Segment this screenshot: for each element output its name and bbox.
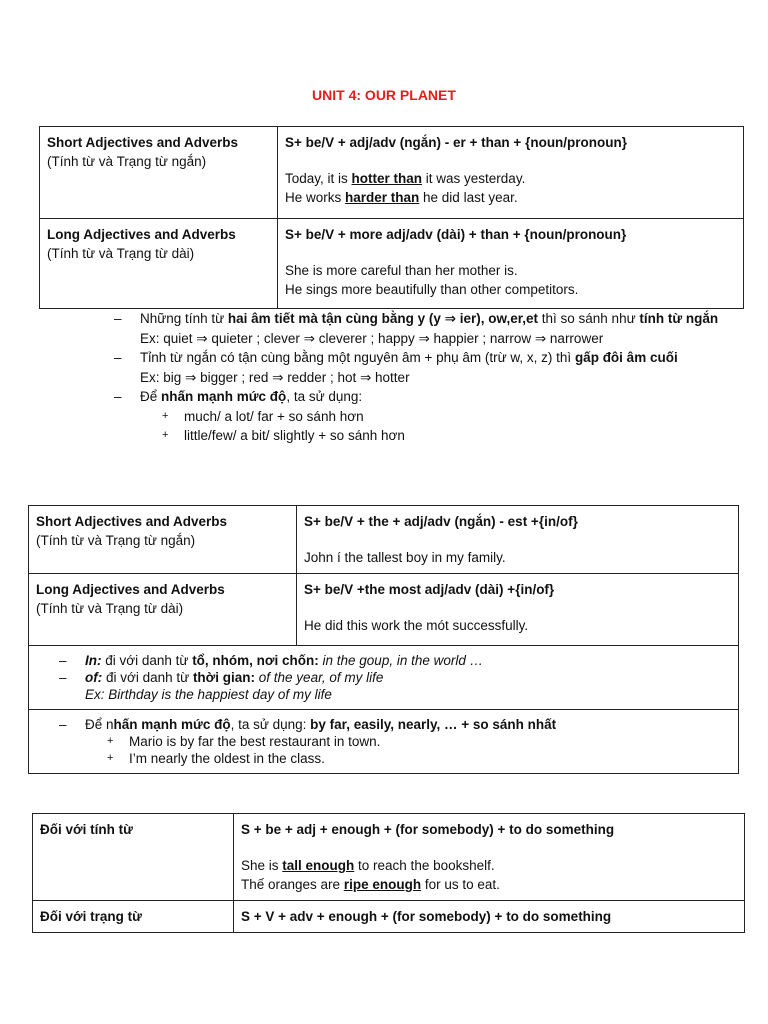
enough-adj-content-cell bbox=[234, 814, 745, 901]
superlative-long-sublabel: (Tính từ và Trạng từ dài) bbox=[36, 601, 184, 616]
superlative-short-formula: S+ be/V + the + adj/adv (ngắn) - est +{in/of} bbox=[304, 514, 578, 529]
superlative-long-row bbox=[29, 574, 739, 646]
enough-adj-row bbox=[33, 814, 745, 901]
enough-adv-label: Đối với trạng từ bbox=[40, 909, 142, 924]
note-of-example: Ex: Birthday is the happiest day of my life bbox=[85, 687, 332, 702]
note-two-syllable: – Những tính từ hai âm tiết mà tận cùng bằng y (y ⇒ ier), ow,er,et thì so sánh như tính từ ngắn Ex: quiet ⇒ quieter ; clever ⇒ cleverer ; happy ⇒ happier ; narrow ⇒ narrower bbox=[114, 309, 724, 348]
superlative-in-of-cell bbox=[29, 646, 739, 710]
enough-adv-content-cell bbox=[234, 901, 745, 933]
enough-adv-formula: S + V + adv + enough + (for somebody) + to do something bbox=[241, 909, 612, 924]
emphasis-item: + little/few/ a bit/ slightly + so sánh hơn bbox=[160, 426, 724, 445]
superlative-short-label-cell bbox=[29, 506, 297, 574]
superlative-emphasis-example: + I’m nearly the oldest in the class. bbox=[105, 750, 731, 767]
short-label: Short Adjectives and Adverbs bbox=[47, 135, 239, 150]
comparative-long-formula: S+ be/V + more adj/adv (dài) + than + {noun/pronoun} bbox=[285, 227, 627, 242]
note-of: – of: đi với danh từ thời gian: of the year, of my life Ex: Birthday is the happiest day of my life bbox=[59, 669, 731, 703]
superlative-long-content-cell bbox=[297, 574, 739, 646]
enough-adv-label-cell bbox=[33, 901, 234, 933]
long-label: Long Adjectives and Adverbs bbox=[47, 227, 236, 242]
comparative-short-row bbox=[40, 127, 744, 219]
superlative-long-label-cell bbox=[29, 574, 297, 646]
long-sublabel: (Tính từ và Trạng từ dài) bbox=[47, 246, 195, 261]
superlative-short-sublabel: (Tính từ và Trạng từ ngắn) bbox=[36, 533, 196, 548]
superlative-emphasis-cell bbox=[29, 710, 739, 774]
comparative-table bbox=[39, 126, 744, 309]
superlative-short-content-cell bbox=[297, 506, 739, 574]
superlative-short-example: John í the tallest boy in my family. bbox=[304, 550, 506, 565]
comparative-short-formula: S+ be/V + adj/adv (ngắn) - er + than + {noun/pronoun} bbox=[285, 135, 628, 150]
comparative-short-example-1: Today, it is hotter than it was yesterday. bbox=[285, 171, 526, 186]
superlative-emphasis-example: + Mario is by far the best restaurant in town. bbox=[105, 733, 731, 750]
superlative-emphasis-row bbox=[29, 710, 739, 774]
comparative-short-example-2: He works harder than he did last year. bbox=[285, 190, 518, 205]
comparative-long-example-1: She is more careful than her mother is. bbox=[285, 263, 518, 278]
enough-table bbox=[32, 813, 745, 933]
enough-adj-example-1: She is tall enough to reach the bookshelf. bbox=[241, 858, 495, 873]
superlative-in-of-row bbox=[29, 646, 739, 710]
superlative-long-label: Long Adjectives and Adverbs bbox=[36, 582, 225, 597]
emphasis-item: + much/ a lot/ far + so sánh hơn bbox=[160, 407, 724, 426]
comparative-short-content-cell bbox=[278, 127, 744, 219]
note-double-consonant-example: Ex: big ⇒ bigger ; red ⇒ redder ; hot ⇒ hotter bbox=[140, 369, 410, 385]
comparative-short-label-cell bbox=[40, 127, 278, 219]
superlative-short-row bbox=[29, 506, 739, 574]
note-emphasis: – Để nhấn mạnh mức độ, ta sử dụng: + much/ a lot/ far + so sánh hơn + little/few/ a bit/ slightly + so sánh hơn bbox=[114, 387, 724, 445]
superlative-table bbox=[28, 505, 739, 774]
page-title: UNIT 4: OUR PLANET bbox=[312, 87, 456, 103]
note-double-consonant: – Tỉnh từ ngắn có tận cùng bằng một nguyên âm + phụ âm (trừ w, x, z) thì gấp đôi âm cuối Ex: big ⇒ bigger ; red ⇒ redder ; hot ⇒ hotter bbox=[114, 348, 724, 387]
enough-adj-example-2: Thế oranges are ripe enough for us to eat. bbox=[241, 877, 500, 892]
superlative-long-formula: S+ be/V +the most adj/adv (dài) +{in/of} bbox=[304, 582, 555, 597]
comparative-long-row bbox=[40, 219, 744, 309]
enough-adj-label-cell bbox=[33, 814, 234, 901]
enough-adj-label: Đối với tính từ bbox=[40, 822, 133, 837]
comparative-long-label-cell bbox=[40, 219, 278, 309]
comparative-long-example-2: He sings more beautifully than other competitors. bbox=[285, 282, 579, 297]
superlative-long-example: He did this work the mót successfully. bbox=[304, 618, 529, 633]
superlative-short-label: Short Adjectives and Adverbs bbox=[36, 514, 228, 529]
note-two-syllable-example: Ex: quiet ⇒ quieter ; clever ⇒ cleverer ; happy ⇒ happier ; narrow ⇒ narrower bbox=[140, 330, 604, 346]
enough-adj-formula: S + be + adj + enough + (for somebody) + to do something bbox=[241, 822, 615, 837]
note-superlative-emphasis: – Để nhấn mạnh mức độ, ta sử dụng: by far, easily, nearly, … + so sánh nhất + Mario is by far the best restaurant in town. + I’m nearly the oldest in the class. bbox=[59, 716, 731, 767]
enough-adv-row bbox=[33, 901, 745, 933]
comparative-notes bbox=[114, 309, 724, 445]
note-in: – In: đi với danh từ tổ, nhóm, nơi chốn: in the goup, in the world … bbox=[59, 652, 731, 669]
comparative-long-content-cell bbox=[278, 219, 744, 309]
short-sublabel: (Tính từ và Trạng từ ngắn) bbox=[47, 154, 207, 169]
